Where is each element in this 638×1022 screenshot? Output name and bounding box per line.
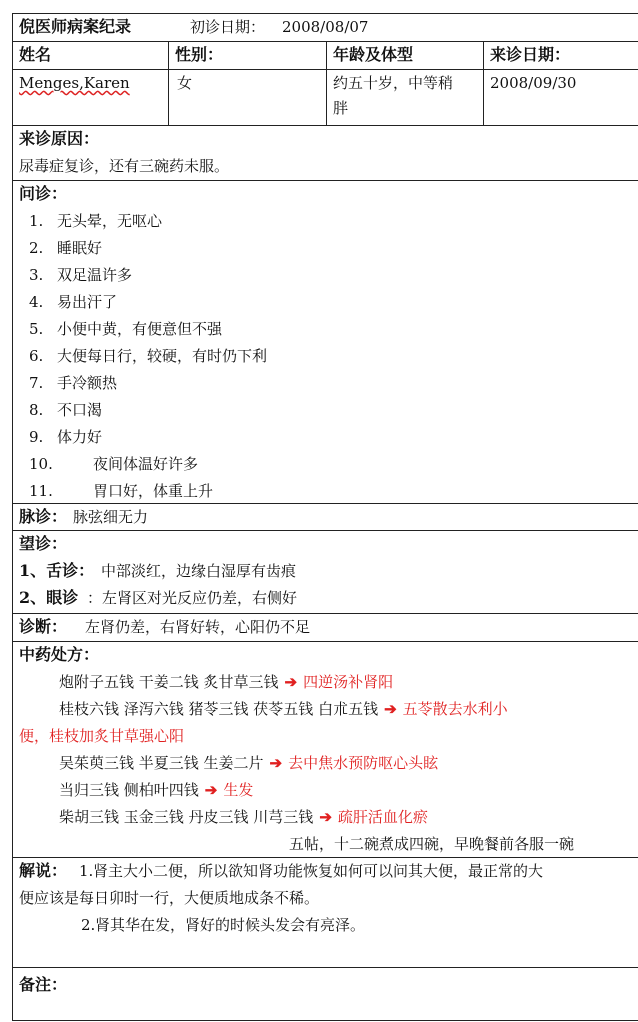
- inquiry-label: 问诊：: [19, 184, 68, 203]
- prescription-section: [12, 641, 638, 857]
- gender-header-cell: [168, 42, 326, 69]
- prescription-line-wrap: [19, 725, 184, 747]
- notes-label: 备注：: [19, 975, 68, 994]
- prescription-line: [59, 698, 508, 720]
- item-text: 不口渴: [57, 401, 103, 419]
- item-text: 睡眠好: [57, 239, 103, 257]
- effect: 生发: [223, 781, 254, 799]
- herbs: 柴胡三钱 玉金三钱 丹皮三钱 川芎三钱: [59, 808, 314, 826]
- age-header: 年龄及体型: [333, 45, 414, 64]
- prescription-label: 中药处方：: [19, 645, 100, 664]
- age-header-cell: [326, 42, 483, 69]
- name-header: 姓名: [19, 45, 52, 64]
- tongue-text: 中部淡红，边缘白湿厚有齿痕: [101, 562, 297, 580]
- effect: 便，桂枝加炙甘草强心阳: [19, 727, 185, 745]
- item-number: 6.: [29, 347, 44, 365]
- info-table-values: [12, 69, 638, 125]
- effect: 五苓散去水利小: [402, 700, 508, 718]
- herbs: 当归三钱 侧柏叶四钱: [59, 781, 199, 799]
- tongue-label: 1、舌诊：: [19, 561, 95, 580]
- arrow-right-icon: ➔: [269, 754, 283, 772]
- diagnosis-section: [12, 613, 638, 641]
- explanation-label: 解说：: [19, 861, 68, 880]
- item-number: 8.: [29, 401, 44, 419]
- explanation-p1: 肾主大小二便，所以欲知肾功能恢复如何可以问其大便，最正常的大: [93, 862, 544, 880]
- item-text: 双足温许多: [57, 266, 133, 284]
- inquiry-section: [12, 180, 638, 503]
- reason-section: [12, 125, 638, 180]
- item-text: 易出汗了: [57, 293, 118, 311]
- explanation-p2: 肾其华在发，肾好的时候头发会有亮泽。: [95, 916, 366, 934]
- item-number: 11.: [29, 482, 53, 500]
- arrow-right-icon: ➔: [204, 781, 218, 799]
- diagnosis-label: 诊断：: [19, 617, 68, 636]
- herbs: 桂枝六钱 泽泻六钱 猪苓三钱 茯苓五钱 白朮五钱: [59, 700, 379, 718]
- case-record: [12, 13, 638, 1021]
- item-number: 2.: [29, 239, 44, 257]
- visit-date-header-cell: [483, 42, 638, 69]
- info-table-header: [12, 41, 638, 69]
- explanation-section: [12, 857, 638, 967]
- item-number: 7.: [29, 374, 44, 392]
- patient-gender: 女: [177, 74, 193, 92]
- notes-section: [12, 967, 638, 1020]
- item-text: 夜间体温好许多: [93, 455, 199, 473]
- reason-label: 来诊原因：: [19, 129, 100, 148]
- explanation-p1-number: 1.: [79, 862, 94, 880]
- item-text: 手冷额热: [57, 374, 118, 392]
- record-title: 倪医师病案纪录: [19, 17, 132, 36]
- explanation-p1-cont: 便应该是每日卯时一行，大便质地成条不稀。: [19, 889, 320, 907]
- effect: 疏肝活血化瘀: [337, 808, 428, 826]
- effect: 四逆汤补肾阳: [303, 673, 394, 691]
- prescription-line: [59, 671, 393, 693]
- explanation-p2-number: 2.: [81, 916, 96, 934]
- arrow-right-icon: ➔: [319, 808, 332, 826]
- item-text: 胃口好，体重上升: [93, 482, 214, 500]
- pulse-section: [12, 503, 638, 530]
- table-bottom-border: [12, 1020, 638, 1021]
- item-text: 大便每日行，较硬，有时仍下利: [57, 347, 268, 365]
- dosage-instructions: 五帖，十二碗煮成四碗，早晚餐前各服一碗: [289, 835, 575, 853]
- patient-age: 约五十岁，中等稍: [333, 74, 454, 92]
- herbs: 吴茱萸三钱 半夏三钱 生姜二片: [59, 754, 264, 772]
- reason-text: 尿毒症复诊，还有三碗药未服。: [19, 157, 230, 175]
- arrow-right-icon: ➔: [284, 673, 298, 691]
- diagnosis-text: 左肾仍差，右肾好转，心阳仍不足: [85, 618, 311, 636]
- visit-date-cell: [483, 70, 638, 125]
- effect: 去中焦水预防呕心头眩: [288, 754, 439, 772]
- herbs: 炮附子五钱 干姜二钱 炙甘草三钱: [59, 673, 279, 691]
- item-number: 5.: [29, 320, 44, 338]
- patient-age-wrap: 胖: [333, 99, 349, 117]
- item-text: 小便中黄，有便意但不强: [57, 320, 223, 338]
- eye-text: ：左肾区对光反应仍差，右侧好: [87, 589, 298, 607]
- age-cell: [326, 70, 483, 125]
- item-number: 9.: [29, 428, 44, 446]
- prescription-line: [59, 806, 428, 828]
- observation-label: 望诊：: [19, 534, 68, 553]
- visit-date: 2008/09/30: [490, 74, 577, 92]
- first-visit-label: 初诊日期：: [190, 18, 266, 36]
- observation-section: [12, 530, 638, 613]
- header-row: [12, 13, 638, 41]
- item-number: 10.: [29, 455, 53, 473]
- gender-header: 性别：: [175, 45, 224, 64]
- visit-date-header: 来诊日期：: [490, 45, 571, 64]
- gender-cell: [168, 70, 326, 125]
- eye-label: 2、眼诊: [19, 588, 79, 607]
- item-text: 体力好: [57, 428, 103, 446]
- prescription-line: [59, 752, 438, 774]
- item-number: 3.: [29, 266, 44, 284]
- item-text: 无头晕，无呕心: [57, 212, 163, 230]
- pulse-label: 脉诊：: [19, 507, 68, 526]
- prescription-line: [59, 779, 253, 801]
- first-visit-date: 2008/08/07: [282, 18, 369, 36]
- patient-name: Menges,Karen: [19, 74, 130, 92]
- item-number: 4.: [29, 293, 44, 311]
- item-number: 1.: [29, 212, 44, 230]
- pulse-text: 脉弦细无力: [73, 508, 149, 526]
- arrow-right-icon: ➔: [384, 700, 397, 718]
